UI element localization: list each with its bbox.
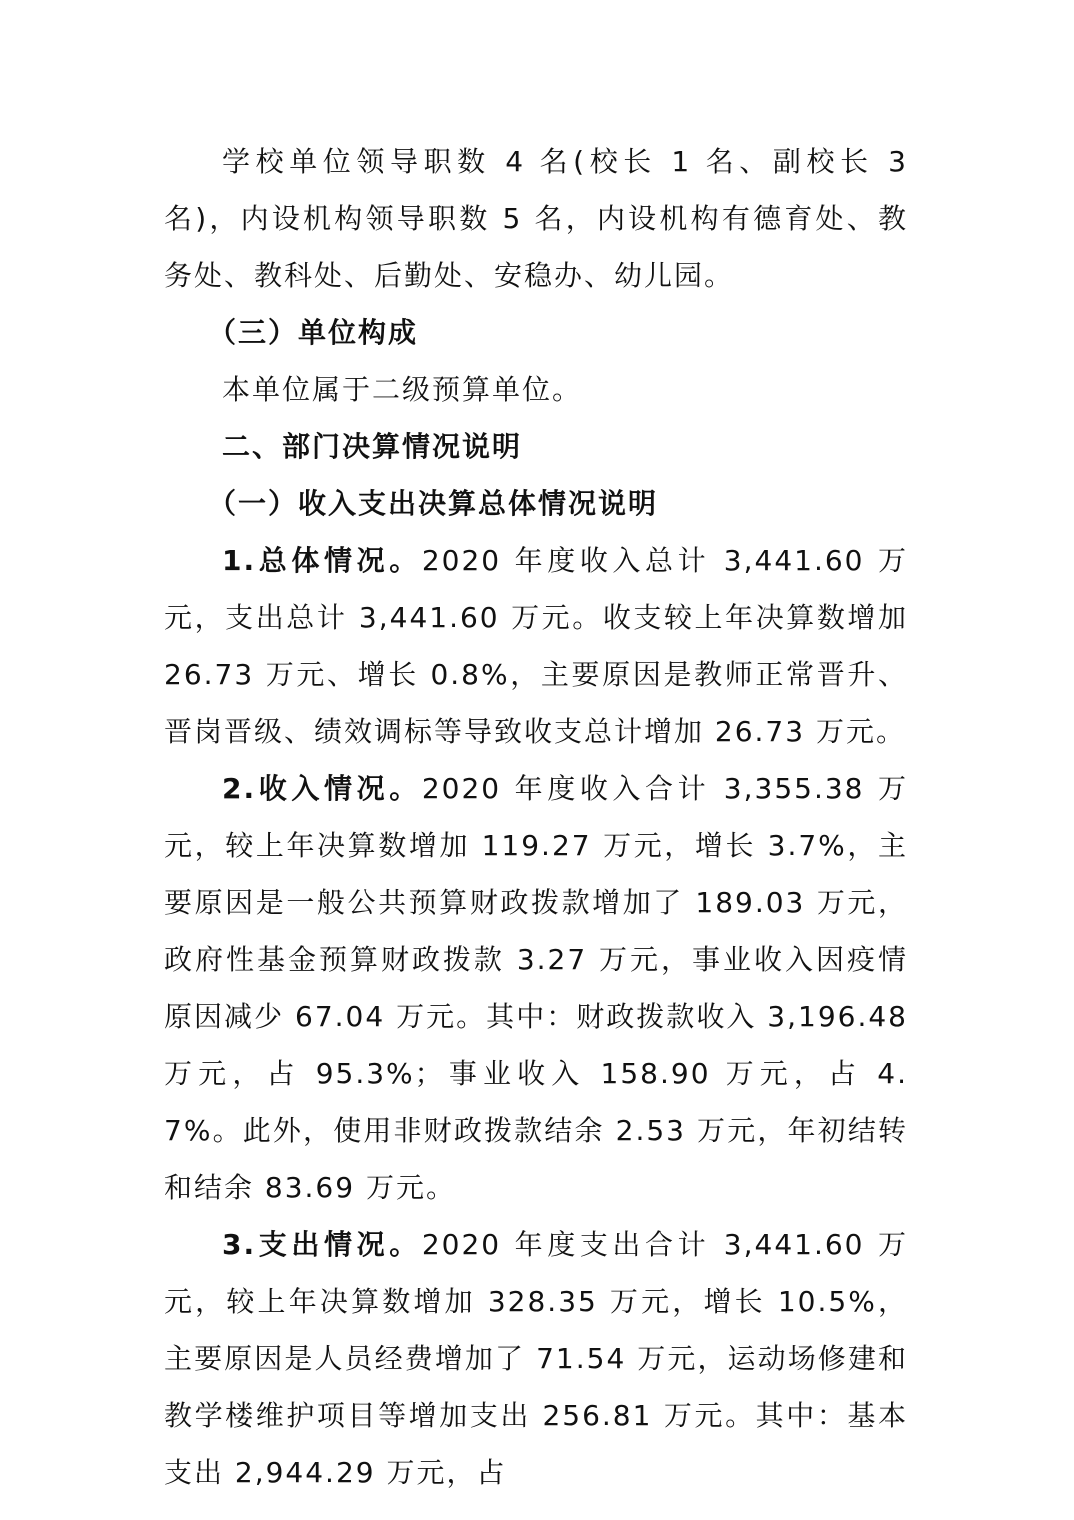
expenditure-situation-lead: 3.支出情况。 [222, 1228, 422, 1261]
overall-situation-lead: 1.总体情况。 [222, 544, 422, 577]
heading-overall-summary: （一）收入支出决算总体情况说明 [208, 487, 659, 520]
paragraph-income-situation [164, 760, 908, 1216]
income-situation-text: 2020 年度收入合计 3,355.38 万元，较上年决算数增加 119.27 万元，增长 3.7%，主要原因是一般公共预算财政拨款增加了 189.03 万元，政府性基金预算财政拨款 3.27 万元，事业收入因疫情原因减少 67.04 万元。其中：财政拨款收入 3,196.48 万元，占 95.3%；事业收入 158.90 万元，占 4.7%。此外，使用非财政拨款结余 2.53 万元，年初结转和结余 83.69 万元。 [164, 772, 908, 1204]
overall-situation-text: 2020 年度收入总计 3,441.60 万元，支出总计 3,441.60 万元。收支较上年决算数增加 26.73 万元、增长 0.8%，主要原因是教师正常晋升、晋岗晋级、绩效调标等导致收支总计增加 26.73 万元。 [164, 544, 908, 748]
paragraph-expenditure-situation [164, 1216, 908, 1501]
heading-section-2: 二、部门决算情况说明 [222, 430, 523, 463]
income-situation-lead: 2.收入情况。 [222, 772, 422, 805]
heading-unit-composition: （三）单位构成 [208, 316, 419, 349]
expenditure-situation-text: 2020 年度支出合计 3,441.60 万元，较上年决算数增加 328.35 万元，增长 10.5%，主要原因是人员经费增加了 71.54 万元，运动场修建和教学楼维护项目等增加支出 256.81 万元。其中：基本支出 2,944.29 万元，占 [164, 1228, 908, 1489]
document-body [164, 133, 908, 1501]
paragraph-unit-level: 本单位属于二级预算单位。 [222, 373, 583, 406]
paragraph-leadership-positions: 学校单位领导职数 4 名(校长 1 名、副校长 3 名)，内设机构领导职数 5 名，内设机构有德育处、教务处、教科处、后勤处、安稳办、幼儿园。 [164, 145, 908, 292]
paragraph-overall-situation [164, 532, 908, 760]
